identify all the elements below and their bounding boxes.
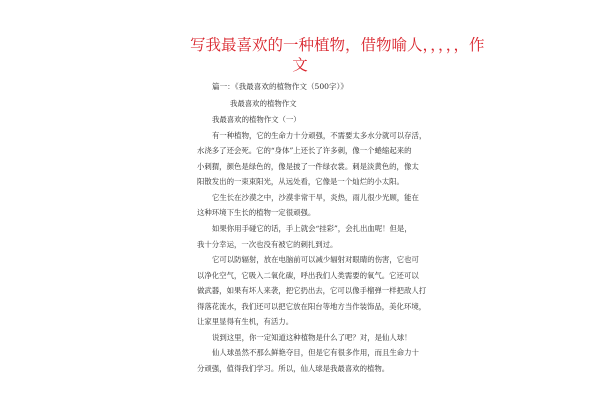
body-line: 说到这里，你一定知道这种植物是什么了吧？对，是仙人球！ xyxy=(212,333,412,342)
body-line: 以净化空气，它吸入二氧化碳，呼出我们人类需要的氧气。它还可以 xyxy=(197,271,419,280)
body-line: 让家里显得有生机，有活力。 xyxy=(197,317,294,326)
body-line: 它生长在沙漠之中，沙漠非常干旱，炎热，雨儿很少光顾，能在 xyxy=(212,193,419,202)
body-line: 我十分幸运，一次也没有被它的刺扎到过。 xyxy=(197,240,338,249)
body-line: 如果你用手碰它的话，手上就会“挂彩”，会扎出血呢！但是， xyxy=(212,224,412,233)
body-line: 它可以防辐射，放在电脑前可以减少辐射对眼睛的伤害，它也可 xyxy=(212,255,419,264)
body-line: 小刺猬，颜色是绿色的，像是披了一件绿衣裳。刺是淡黄色的，像太 xyxy=(197,162,419,171)
body-line: 分顽强，值得我们学习。所以，仙人球是我最喜欢的植物。 xyxy=(197,364,390,373)
article-heading: 篇一：《我最喜欢的植物作文（500字）》 xyxy=(212,82,348,91)
document-title-line-2: 文 xyxy=(292,56,308,74)
body-line: 阳散发出的一束束阳光，从远处看，它像是一个灿烂的小太阳。 xyxy=(197,177,404,186)
body-line: 有一种植物，它的生命力十分顽强，不需要太多水分就可以存活， xyxy=(212,131,427,140)
body-line: 做武器，如果有坏人来袭，把它扔出去，它可以像手榴弹一样把敌人打 xyxy=(197,286,427,295)
body-line: 得落花流水，我们还可以把它放在阳台等地方当作装饰品，美化环境， xyxy=(197,302,427,311)
article-subheading: 我最喜欢的植物作文 xyxy=(230,99,297,108)
document-title xyxy=(190,35,485,75)
body-line: 这种环境下生长的植物一定很顽强。 xyxy=(197,208,316,217)
document-title-line-1: 写我最喜欢的一种植物，借物喻人，，，，，作 xyxy=(190,36,485,54)
body-line: 仙人球虽然不那么鲜艳夺目，但是它有很多作用，而且生命力十 xyxy=(212,348,419,357)
body-line: 水浇多了还会死。它的“身体”上还长了许多刺，像一个蜷缩起来的 xyxy=(197,146,412,155)
section-title: 我最喜欢的植物作文（一） xyxy=(212,115,301,124)
